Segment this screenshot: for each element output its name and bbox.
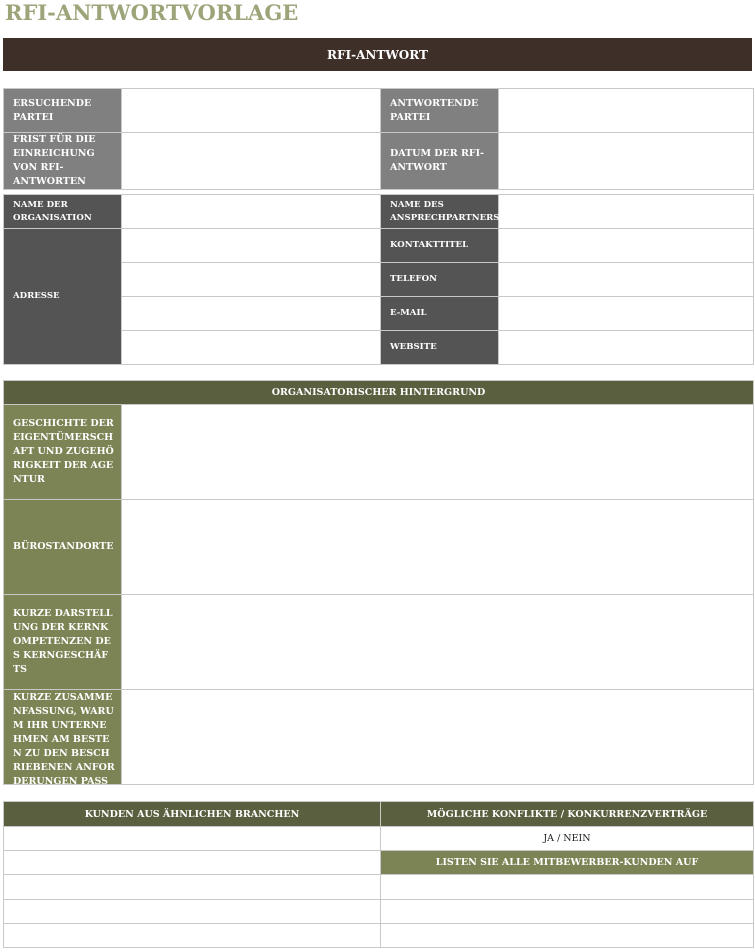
competitor-client-row-1[interactable] — [381, 875, 754, 900]
label-ownership-history-text: GESCHICHTE DER EIGENTÜMERSCHAFT UND ZUGEHÖRIGKEIT DER AGENTUR — [13, 418, 114, 485]
label-phone: TELEFON — [381, 263, 499, 297]
label-submission-deadline: FRIST FÜR DIE EINREICHUNG VON RFI-ANTWORTEN — [4, 133, 122, 190]
label-responding-party: ANTWORTENDE PARTEI — [381, 89, 499, 133]
fit-summary-field[interactable] — [122, 690, 754, 785]
competitor-client-row-3[interactable] — [381, 924, 754, 948]
label-contact-title: KONTAKTTITEL — [381, 229, 499, 263]
yes-no-field[interactable]: JA / NEIN — [381, 827, 754, 851]
label-office-locations — [4, 500, 122, 595]
competitor-clients-prompt: LISTEN SIE ALLE MITBEWERBER-KUNDEN AUF — [381, 851, 754, 875]
similar-client-row-5[interactable] — [4, 924, 381, 948]
label-fit-summary — [4, 690, 122, 801]
requesting-party-field[interactable] — [122, 89, 381, 133]
label-fit-summary-text: KURZE ZUSAMMENFASSUNG, WARUM IHR UNTERNEHMEN AM BESTEN ZU DEN BESCHRIEBENEN ANFORDERUNGEN PASST — [13, 691, 115, 801]
core-competencies-field[interactable] — [122, 595, 754, 690]
email-field[interactable] — [499, 297, 754, 331]
similar-client-row-2[interactable] — [4, 851, 381, 875]
address-line-2-field[interactable] — [122, 263, 381, 297]
contact-title-field[interactable] — [499, 229, 754, 263]
label-organization-name: NAME DER ORGANISATION — [4, 195, 122, 229]
background-table — [3, 380, 754, 801]
office-locations-field[interactable] — [122, 500, 754, 595]
section-banner-rfi-response: RFI-ANTWORT — [3, 38, 752, 71]
label-address: ADRESSE — [4, 229, 122, 365]
competitor-client-row-2[interactable] — [381, 900, 754, 924]
label-ownership-history — [4, 405, 122, 500]
similar-clients-header: KUNDEN AUS ÄHNLICHEN BRANCHEN — [4, 802, 381, 827]
potential-conflicts-header: MÖGLICHE KONFLIKTE / KONKURRENZVERTRÄGE — [381, 802, 754, 827]
page-title: RFI-ANTWORTVORLAGE — [5, 0, 299, 25]
label-contact-name: NAME DES ANSPRECHPARTNERS — [381, 195, 499, 229]
label-office-locations-text: BÜROSTANDORTE — [13, 541, 114, 552]
label-requesting-party: ERSUCHENDE PARTEI — [4, 89, 122, 133]
response-date-field[interactable] — [499, 133, 754, 190]
phone-field[interactable] — [499, 263, 754, 297]
similar-client-row-3[interactable] — [4, 875, 381, 900]
organization-name-field[interactable] — [122, 195, 381, 229]
address-line-1-field[interactable] — [122, 229, 381, 263]
submission-deadline-field[interactable] — [122, 133, 381, 190]
similar-client-row-4[interactable] — [4, 900, 381, 924]
responding-party-field[interactable] — [499, 89, 754, 133]
label-website: WEBSITE — [381, 331, 499, 365]
contact-name-field[interactable] — [499, 195, 754, 229]
label-core-competencies — [4, 595, 122, 690]
address-line-3-field[interactable] — [122, 297, 381, 331]
website-field[interactable] — [499, 331, 754, 365]
parties-table — [3, 88, 754, 190]
background-header: ORGANISATORISCHER HINTERGRUND — [4, 381, 754, 405]
address-line-4-field[interactable] — [122, 331, 381, 365]
label-email: E-MAIL — [381, 297, 499, 331]
similar-client-row-1[interactable] — [4, 827, 381, 851]
label-response-date: DATUM DER RFI-ANTWORT — [381, 133, 499, 190]
ownership-history-field[interactable] — [122, 405, 754, 500]
label-core-competencies-text: KURZE DARSTELLUNG DER KERNKOMPETENZEN DES KERNGESCHÄFTS — [13, 608, 113, 675]
contact-table — [3, 194, 754, 365]
clients-table — [3, 801, 754, 948]
